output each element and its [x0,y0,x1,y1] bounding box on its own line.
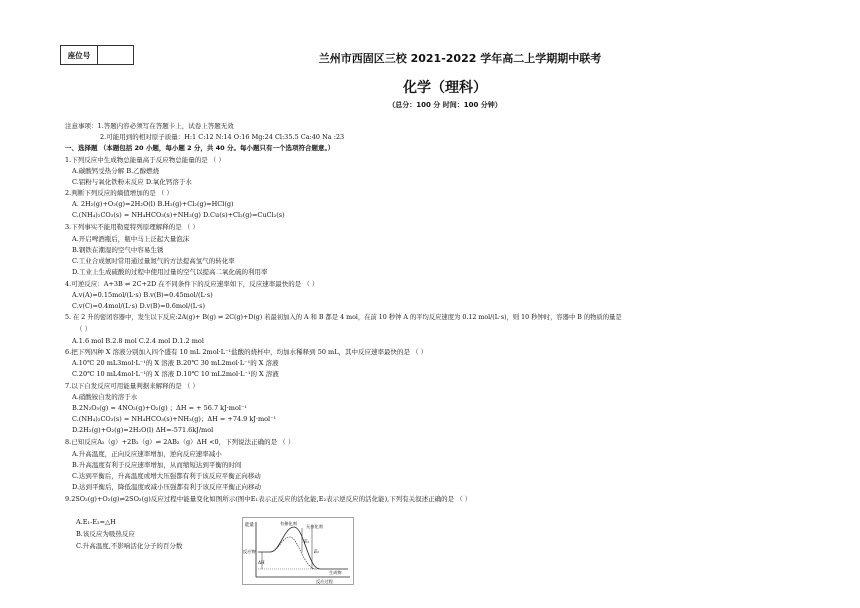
question-9-stem: 9.2SO₂(g)+O₂(g)⇌2SO₃(g)反应过程中能量变化如图所示(图中E₁表示正反应的活化能,E₂表示逆反应的活化能),下列有关叙述正确的是 （ ） [65,495,472,503]
e1-label: E₁ [304,540,310,545]
question-6-options-ab: A.10℃ 20 mL3mol·L⁻¹的 X 溶液 B.20℃ 30 mL2mol·L⁻¹的 X 溶液 [72,359,279,367]
question-8-stem: 8.已知反应A₂（g）+2B₂（g）⇌ 2AB₂（g）ΔH <0，下列说法正确的是 （ ） [65,438,295,446]
seat-number-label: 座位号 [61,46,98,64]
exam-title: 兰州市西固区三校 2021-2022 学年高二上学期期中联考 [318,52,602,65]
question-9-option-a: A.E₁-E₂=△H [76,518,116,526]
question-8-option-c: C.达到平衡后，升高温度或增大压强都有利于该反应平衡正向移动 [72,472,261,480]
question-3-stem: 3.下列事实不能用勒夏特列原理解释的是 （ ） [65,223,199,231]
question-1-stem: 1.下列反应中生成物总能量高于反应物总能量的是 （ ） [65,156,225,164]
exam-subject: 化学（理科） [403,80,487,96]
e2-label: E₂ [314,550,320,555]
note-1: 1.答题内容必须写在答题卡上，试卷上答题无效 [97,122,234,130]
question-4-options-ab: A.v(A)=0.15mol/(L·s) B.v(B)=0.45mol/(L·s) [72,291,213,299]
dh-label: ΔH [258,560,265,565]
products-label: 生成物 [329,570,342,575]
question-3-option-a: A.开启啤酒瓶后，瓶中马上泛起大量泡沫 [72,235,190,243]
question-9-option-c: C.升高温度,不影响活化分子的百分数 [76,542,183,550]
catalyst-on-label: 有催化剂 [280,521,297,526]
question-5-paren: （ ） [76,325,92,333]
question-7-option-c: C.(NH₄)₂CO₃(s) = NH₄HCO₃(s)+NH₃(g)；ΔH = +74.9 kJ·mol⁻¹ [72,415,277,423]
question-6-stem: 6.把下列四种 X 溶液分别加入四个盛有 10 mL 2mol·L⁻¹盐酸的烧杯中，均加水稀释到 50 mL，其中反应速率最快的是 （ ） [65,348,428,356]
question-4-stem: 4.可逆反应：A+3B ⇌ 2C+2D 在不同条件下的反应速率如下，反应速率最快的是 （ ） [65,280,319,288]
question-7-option-b: B.2N₂O₅(g) = 4NO₂(g)+O₂(g) ；ΔH = + 56.7 kJ·mol⁻¹ [72,404,247,412]
question-2-options-ab: A. 2H₂(g)+O₂(g)=2H₂O(l) B.H₂(g)+Cl₂(g)=HCl(g) [72,200,234,208]
section-1-heading: 一、选择题 （本题包括 20 小题，每小题 2 分，共 40 分。每小题只有一个选项符合题意。） [65,144,335,152]
y-axis-label: 能量 [245,523,254,528]
question-7-option-d: D.2H₂(g)+O₂(g)=2H₂O(l) ΔH=-571.6kJ/mol [72,426,214,434]
question-4-options-cd: C.v(C)=0.4mol/(L·s) D.v(B)=0.6mol/(L·s) [72,302,205,310]
exam-meta: （总分：100 分 时间：100 分钟） [388,101,502,109]
catalyst-off-label: 无催化剂 [306,524,323,529]
question-7-option-a: A.硝酸铵自发的溶于水 [72,393,138,401]
energy-diagram [242,517,354,585]
question-8-option-a: A.升高温度，正向反应速率增加，逆向反应速率减小 [72,450,222,458]
question-3-option-b: B.钢铁在潮湿的空气中容易生锈 [72,246,164,254]
question-1-options-ab: A.碳酸钙受热分解 B.乙醇燃烧 [72,167,160,175]
question-2-options-cd: C.(NH₄)₂CO₃(s) = NH₄HCO₃(s)+NH₃(g) D.Cu(s)+Cl₂(g)=CuCl₂(s) [72,211,285,219]
question-1-options-cd: C.铝粉与氧化铁粉末反应 D.氧化钙溶于水 [72,178,192,186]
question-9-option-b: B.该反应为吸热反应 [76,530,135,538]
note-2: 2.可能用到的相对原子质量：H:1 C:12 N:14 O:16 Mg:24 Cl:35.5 Ca:40 Na :23 [100,133,345,141]
question-5-stem: 5. 在 2 升的密闭容器中，发生以下反应:2A(g)+ B(g) ⇌ 2C(g)+D(g) 若最初加入的 A 和 B 都是 4 mol，在前 10 秒钟 A 的平均反应速度为 0.12 mol/(L·s)，则 10 秒钟时，容器中 B 的物质的量是 [65,314,622,321]
question-3-option-d: D.工业上生成硫酸的过程中使用过量的空气以提高二氧化硫的利用率 [72,268,268,276]
question-8-option-b: B.升高温度有利于反应速率增加，从而缩短达到平衡的时间 [72,461,242,469]
reactants-label: 反应物 [243,549,256,554]
notes-line-1 [65,122,234,130]
question-8-option-d: D.达到平衡后，降低温度或减小压强都有利于该反应平衡正向移动 [72,483,262,491]
question-3-option-c: C.工业合成氨时常用通过量氮气的方法提高氢气的转化率 [72,257,235,265]
question-2-stem: 2.判断下列反应的熵值增加的是 （ ） [65,189,173,197]
x-axis-label: 反应过程 [316,579,333,584]
question-7-stem: 7.以下自发反应可用能量判据来解释的是 （ ） [65,382,199,390]
notes-label: 注意事项： [65,122,98,130]
question-5-options: A.1.6 mol B.2.8 mol C.2.4 mol D.1.2 mol [72,337,204,345]
question-6-options-cd: C.20℃ 10 mL4mol·L⁻¹的 X 溶液 D.10℃ 10 mL2mol·L⁻¹的 X 溶液 [72,370,279,378]
